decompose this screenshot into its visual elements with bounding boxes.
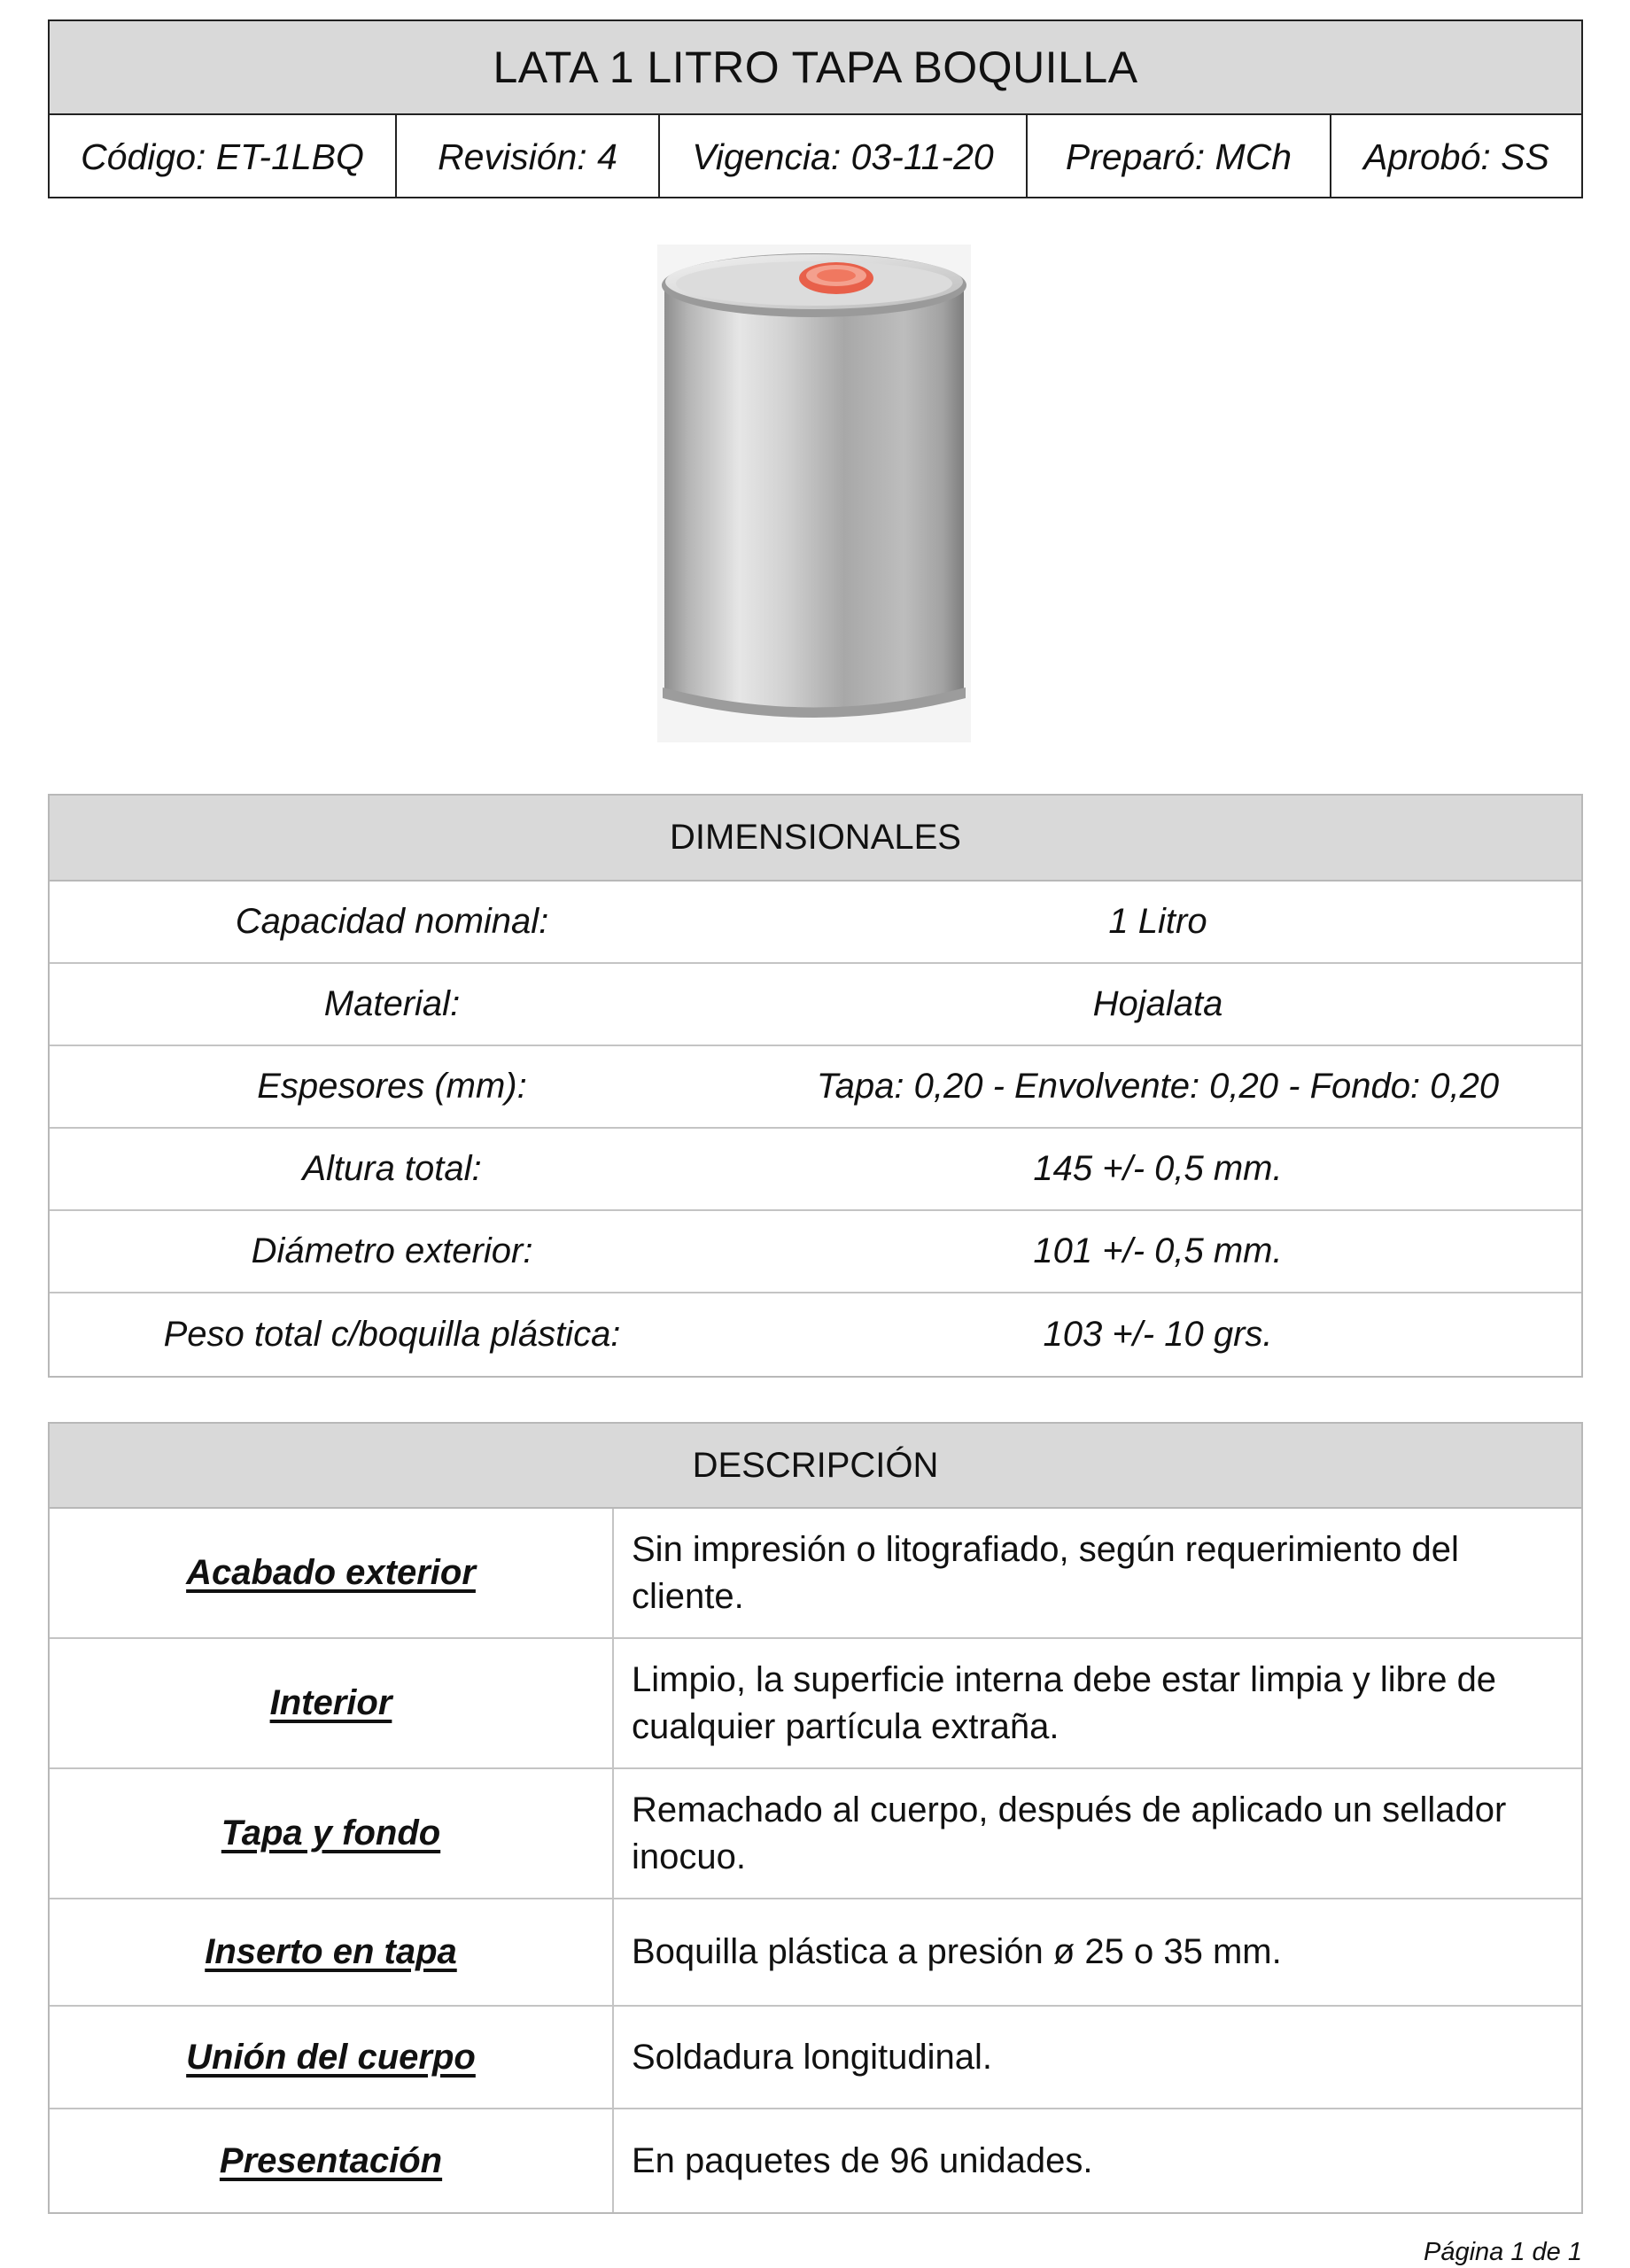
- desc-line: Limpio, la superficie interna debe estar limpia y libre de: [632, 1660, 1497, 1699]
- dim-value: 101 +/- 0,5 mm.: [1033, 1231, 1283, 1270]
- document-title: LATA 1 LITRO TAPA BOQUILLA: [50, 21, 1581, 115]
- dimensionales-heading: DIMENSIONALES: [50, 796, 1581, 882]
- desc-value: [614, 1769, 1581, 1898]
- dim-value: 103 +/- 10 grs.: [1043, 1315, 1273, 1354]
- desc-value: [614, 1509, 1581, 1637]
- desc-label: Inserto en tapa: [50, 1899, 614, 2005]
- desc-value: Soldadura longitudinal.: [632, 2037, 992, 2077]
- preparo-field: Preparó: MCh: [1028, 115, 1331, 198]
- desc-label: Presentación: [50, 2109, 614, 2212]
- vigencia-field: Vigencia: 03-11-20: [660, 115, 1028, 198]
- desc-line: inocuo.: [632, 1837, 746, 1876]
- desc-line: cliente.: [632, 1577, 744, 1616]
- table-row: [50, 1509, 1581, 1639]
- dim-value: 145 +/- 0,5 mm.: [1033, 1149, 1283, 1188]
- desc-line: Remachado al cuerpo, después de aplicado un sellador: [632, 1790, 1507, 1829]
- descripcion-table: [48, 1422, 1583, 2214]
- desc-line: cualquier partícula extraña.: [632, 1707, 1060, 1746]
- desc-label: Acabado exterior: [50, 1509, 614, 1637]
- desc-value: Boquilla plástica a presión ø 25 o 35 mm.: [632, 1932, 1282, 1971]
- dim-label: Material:: [323, 984, 461, 1023]
- desc-value: [614, 1639, 1581, 1767]
- table-row: [50, 1899, 1581, 2007]
- dim-label: Espesores (mm):: [257, 1067, 527, 1106]
- table-row: [50, 1211, 1581, 1293]
- dimensionales-table: [48, 794, 1583, 1378]
- dim-label: Peso total c/boquilla plástica:: [163, 1315, 621, 1354]
- table-row: [50, 1769, 1581, 1899]
- dim-value: Hojalata: [1092, 984, 1223, 1023]
- dim-label: Altura total:: [302, 1149, 482, 1188]
- desc-label: Tapa y fondo: [50, 1769, 614, 1898]
- descripcion-heading: DESCRIPCIÓN: [50, 1424, 1581, 1509]
- table-row: [50, 882, 1581, 964]
- table-row: [50, 1639, 1581, 1769]
- desc-label: Interior: [50, 1639, 614, 1767]
- dim-label: Capacidad nominal:: [235, 902, 549, 941]
- desc-line: Sin impresión o litografiado, según requerimiento del: [632, 1530, 1459, 1569]
- header-meta-row: [50, 115, 1581, 198]
- table-row: [50, 964, 1581, 1046]
- product-image: [657, 245, 971, 742]
- table-row: [50, 1293, 1581, 1376]
- table-row: [50, 1046, 1581, 1129]
- revision-field: Revisión: 4: [397, 115, 660, 198]
- page-number: Página 1 de 1: [1424, 2238, 1582, 2266]
- table-row: [50, 2109, 1581, 2212]
- document-header: [48, 19, 1583, 198]
- dim-label: Diámetro exterior:: [251, 1231, 533, 1270]
- codigo-field: Código: ET-1LBQ: [50, 115, 397, 198]
- aprobo-field: Aprobó: SS: [1363, 136, 1549, 177]
- desc-value: En paquetes de 96 unidades.: [632, 2140, 1093, 2180]
- table-row: [50, 1129, 1581, 1211]
- dim-value: Tapa: 0,20 - Envolvente: 0,20 - Fondo: 0,20: [816, 1067, 1500, 1106]
- desc-label: Unión del cuerpo: [50, 2007, 614, 2108]
- can-illustration: [657, 245, 971, 742]
- dim-value: 1 Litro: [1108, 902, 1207, 941]
- table-row: [50, 2007, 1581, 2109]
